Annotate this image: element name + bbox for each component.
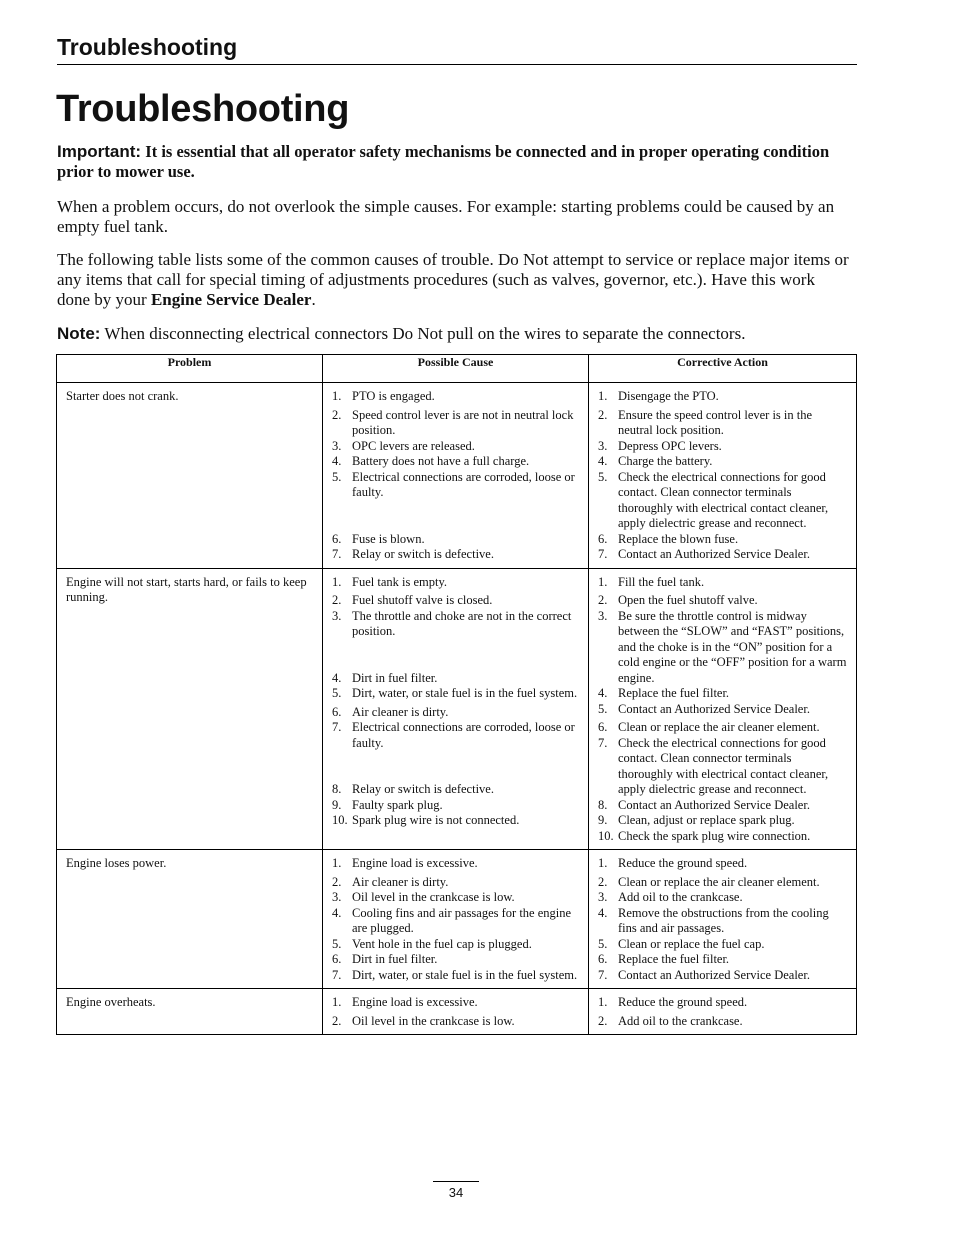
page-title: Troubleshooting xyxy=(56,88,350,130)
spacer xyxy=(332,751,580,767)
cause-item xyxy=(332,937,580,953)
action-item xyxy=(598,593,848,609)
header-corrective-action: Corrective Action xyxy=(589,355,857,383)
item-text: Dirt in fuel filter. xyxy=(352,670,438,685)
cause-item xyxy=(332,470,580,501)
item-number: 1. xyxy=(332,995,342,1009)
item-number: 2. xyxy=(332,593,342,607)
cause-item xyxy=(332,389,580,405)
cause-item xyxy=(332,609,580,640)
spacer xyxy=(332,516,580,532)
item-number: 2. xyxy=(598,593,608,607)
item-text: Oil level in the crankcase is low. xyxy=(352,1013,515,1028)
item-number: 1. xyxy=(332,389,342,403)
action-item xyxy=(598,813,848,829)
item-text: Clean or replace the air cleaner element. xyxy=(618,720,820,734)
item-text: Reduce the ground speed. xyxy=(618,995,748,1009)
cause-item xyxy=(332,671,580,687)
page-number: 34 xyxy=(448,1185,464,1200)
action-item xyxy=(598,995,848,1011)
item-number: 1. xyxy=(598,995,608,1009)
item-number: 4. xyxy=(332,905,342,920)
item-number: 7. xyxy=(598,547,608,561)
action-item xyxy=(598,952,848,968)
item-number: 5. xyxy=(598,469,608,484)
item-text: Clean or replace the fuel cap. xyxy=(618,936,765,951)
action-item xyxy=(598,408,848,439)
possible-cause-cell xyxy=(323,383,589,569)
spacer xyxy=(332,767,580,783)
item-text: Contact an Authorized Service Dealer. xyxy=(618,701,810,716)
item-text: Relay or switch is defective. xyxy=(352,782,494,796)
note-label: Note: xyxy=(57,324,101,343)
corrective-action-cell xyxy=(589,850,857,989)
problem-text: Starter does not crank. xyxy=(66,389,179,403)
note-text: When disconnecting electrical connectors Do Not pull on the wires to separate the connectors. xyxy=(104,324,746,343)
note-paragraph xyxy=(57,324,852,344)
spacer xyxy=(332,640,580,656)
problem-cell xyxy=(57,989,323,1035)
item-number: 4. xyxy=(598,454,608,468)
item-text: Air cleaner is dirty. xyxy=(352,704,449,719)
item-text: Speed control lever is are not in neutral lock position. xyxy=(352,407,574,437)
cause-item xyxy=(332,686,580,702)
item-number: 3. xyxy=(332,608,342,623)
action-item xyxy=(598,575,848,591)
action-item xyxy=(598,829,848,845)
cause-item xyxy=(332,995,580,1011)
corrective-action-cell xyxy=(589,568,857,850)
problem-cell xyxy=(57,383,323,569)
cause-item xyxy=(332,875,580,891)
item-text: Contact an Authorized Service Dealer. xyxy=(618,797,810,812)
item-text: Open the fuel shutoff valve. xyxy=(618,593,758,607)
item-text: OPC levers are released. xyxy=(352,438,475,453)
item-text: Air cleaner is dirty. xyxy=(352,874,449,889)
action-item xyxy=(598,720,848,736)
section-header: Troubleshooting xyxy=(57,34,238,60)
cause-item xyxy=(332,454,580,470)
item-text: Fuel tank is empty. xyxy=(352,574,448,589)
item-number: 8. xyxy=(598,797,608,812)
item-number: 3. xyxy=(598,608,608,623)
item-number: 5. xyxy=(598,701,608,716)
item-number: 5. xyxy=(332,936,342,951)
item-text: Replace the fuel filter. xyxy=(618,952,730,966)
cause-item xyxy=(332,782,580,798)
table-row xyxy=(57,383,857,569)
item-number: 7. xyxy=(332,547,342,561)
item-text: Check the spark plug wire connection. xyxy=(618,828,811,843)
action-item xyxy=(598,470,848,532)
item-number: 7. xyxy=(332,720,342,734)
cause-item xyxy=(332,890,580,906)
item-number: 4. xyxy=(598,686,608,700)
action-item xyxy=(598,798,848,814)
cause-item xyxy=(332,720,580,751)
item-number: 10. xyxy=(598,828,614,843)
corrective-action-cell xyxy=(589,989,857,1035)
item-number: 4. xyxy=(332,454,342,468)
item-text: Electrical connections are corroded, loose or faulty. xyxy=(352,720,575,750)
item-number: 3. xyxy=(332,890,342,904)
item-number: 6. xyxy=(598,952,608,966)
cause-item xyxy=(332,952,580,968)
intro-paragraph: When a problem occurs, do not overlook the simple causes. For example: starting problems could be caused by an empty fuel tank. xyxy=(57,197,835,236)
item-text: PTO is engaged. xyxy=(352,389,435,403)
item-text: Electrical connections are corroded, loose or faulty. xyxy=(352,469,575,499)
cause-item xyxy=(332,856,580,872)
item-text: Reduce the ground speed. xyxy=(618,856,748,870)
item-number: 2. xyxy=(598,874,608,889)
table-header-row xyxy=(57,355,857,383)
item-number: 6. xyxy=(332,952,342,966)
important-text: It is essential that all operator safety mechanisms be connected and in proper operating condition prior to mower use. xyxy=(57,142,830,181)
item-number: 4. xyxy=(598,905,608,920)
item-text: Vent hole in the fuel cap is plugged. xyxy=(352,936,532,951)
cause-item xyxy=(332,575,580,591)
item-text: Fuel shutoff valve is closed. xyxy=(352,593,493,607)
item-number: 9. xyxy=(332,797,342,812)
problem-text: Engine loses power. xyxy=(66,856,167,870)
item-text: Charge the battery. xyxy=(618,454,713,468)
action-item xyxy=(598,890,848,906)
table-intro-text: The following table lists some of the common causes of trouble. Do Not attempt to service or replace major items or any items that call for special timing of adjustments procedures (such as valves, governor, etc.). Have this work done by your xyxy=(57,250,849,309)
action-item xyxy=(598,875,848,891)
item-text: Replace the blown fuse. xyxy=(618,531,739,546)
table-row xyxy=(57,568,857,850)
item-number: 6. xyxy=(332,704,342,719)
item-text: Fuse is blown. xyxy=(352,531,425,546)
item-text: Contact an Authorized Service Dealer. xyxy=(618,547,810,561)
action-item xyxy=(598,856,848,872)
action-item xyxy=(598,389,848,405)
item-text: Dirt, water, or stale fuel is in the fuel system. xyxy=(352,967,578,982)
item-text: Be sure the throttle control is midway between the “SLOW” and “FAST” positions, and the choke is in the “ON” position for a cold engine or the “OFF” position for a warm engine. xyxy=(618,608,847,685)
cause-item xyxy=(332,547,580,563)
table-row xyxy=(57,850,857,989)
action-item xyxy=(598,1014,848,1030)
item-number: 4. xyxy=(332,670,342,685)
important-label: Important: xyxy=(57,142,142,161)
action-item xyxy=(598,454,848,470)
header-problem: Problem xyxy=(57,355,323,383)
action-item xyxy=(598,906,848,937)
item-text: Spark plug wire is not connected. xyxy=(352,813,520,827)
item-number: 3. xyxy=(332,438,342,453)
important-notice xyxy=(57,142,852,182)
item-text: Relay or switch is defective. xyxy=(352,547,494,561)
problem-cell xyxy=(57,568,323,850)
item-text: Cooling fins and air passages for the engine are plugged. xyxy=(352,905,572,935)
cause-item xyxy=(332,705,580,721)
item-text: Dirt in fuel filter. xyxy=(352,952,438,966)
action-item xyxy=(598,609,848,687)
cause-item xyxy=(332,532,580,548)
footer-divider xyxy=(433,1181,479,1182)
cause-item xyxy=(332,1014,580,1030)
item-number: 6. xyxy=(598,531,608,546)
item-text: Battery does not have a full charge. xyxy=(352,454,530,468)
item-text: The throttle and choke are not in the correct position. xyxy=(352,608,572,638)
action-item xyxy=(598,736,848,798)
item-number: 10. xyxy=(332,813,348,827)
item-text: Fill the fuel tank. xyxy=(618,574,705,589)
item-number: 1. xyxy=(332,574,342,589)
action-item xyxy=(598,937,848,953)
cause-item xyxy=(332,408,580,439)
item-text: Dirt, water, or stale fuel is in the fuel system. xyxy=(352,686,578,700)
item-number: 2. xyxy=(332,1013,342,1028)
item-text: Check the electrical connections for good contact. Clean connector terminals thoroughly with electrical contact cleaner, apply dielectric grease and reconnect. xyxy=(618,735,829,796)
engine-service-dealer-text: Engine Service Dealer xyxy=(150,290,312,309)
item-text: Depress OPC levers. xyxy=(618,438,722,453)
item-number: 1. xyxy=(598,574,608,589)
action-item xyxy=(598,968,848,984)
item-text: Ensure the speed control lever is in the neutral lock position. xyxy=(618,407,813,437)
header-divider xyxy=(57,64,857,65)
table-row xyxy=(57,989,857,1035)
item-text: Engine load is excessive. xyxy=(352,856,478,870)
possible-cause-cell xyxy=(323,568,589,850)
item-number: 7. xyxy=(598,967,608,982)
header-possible-cause: Possible Cause xyxy=(323,355,589,383)
problem-cell xyxy=(57,850,323,989)
item-number: 1. xyxy=(598,856,608,870)
item-number: 3. xyxy=(598,438,608,453)
item-number: 6. xyxy=(598,720,608,734)
item-number: 2. xyxy=(598,407,608,422)
item-text: Check the electrical connections for good contact. Clean connector terminals thoroughly with electrical contact cleaner, apply dielectric grease and reconnect. xyxy=(618,469,829,530)
item-number: 5. xyxy=(332,469,342,484)
item-number: 5. xyxy=(598,936,608,951)
item-text: Disengage the PTO. xyxy=(618,389,719,403)
item-number: 9. xyxy=(598,813,608,827)
action-item xyxy=(598,439,848,455)
item-text: Clean, adjust or replace spark plug. xyxy=(618,813,795,827)
item-number: 6. xyxy=(332,531,342,546)
troubleshooting-table xyxy=(56,354,857,1035)
problem-text: Engine overheats. xyxy=(66,995,156,1009)
item-text: Add oil to the crankcase. xyxy=(618,1013,743,1028)
item-text: Oil level in the crankcase is low. xyxy=(352,890,515,904)
cause-item xyxy=(332,968,580,984)
item-text: Faulty spark plug. xyxy=(352,797,443,812)
item-number: 2. xyxy=(598,1013,608,1028)
cause-item xyxy=(332,439,580,455)
action-item xyxy=(598,686,848,702)
item-text: Engine load is excessive. xyxy=(352,995,478,1009)
table-intro-paragraph xyxy=(57,250,852,310)
item-number: 7. xyxy=(598,735,608,750)
item-number: 1. xyxy=(598,389,608,403)
action-item xyxy=(598,532,848,548)
item-number: 2. xyxy=(332,407,342,422)
spacer xyxy=(332,501,580,517)
item-text: Contact an Authorized Service Dealer. xyxy=(618,967,810,982)
item-number: 7. xyxy=(332,967,342,982)
cause-item xyxy=(332,906,580,937)
spacer xyxy=(332,655,580,671)
item-number: 2. xyxy=(332,874,342,889)
item-number: 5. xyxy=(332,686,342,700)
action-item xyxy=(598,547,848,563)
cause-item xyxy=(332,798,580,814)
corrective-action-cell xyxy=(589,383,857,569)
cause-item xyxy=(332,813,580,829)
item-text: Remove the obstructions from the cooling fins and air passages. xyxy=(618,905,829,935)
item-text: Replace the fuel filter. xyxy=(618,686,730,700)
action-item xyxy=(598,702,848,718)
cause-item xyxy=(332,593,580,609)
possible-cause-cell xyxy=(323,850,589,989)
item-text: Add oil to the crankcase. xyxy=(618,890,743,904)
item-number: 1. xyxy=(332,856,342,870)
table-intro-end: . xyxy=(311,290,316,309)
item-number: 8. xyxy=(332,782,342,796)
item-text: Clean or replace the air cleaner element. xyxy=(618,874,820,889)
problem-text: Engine will not start, starts hard, or fails to keep running. xyxy=(66,574,307,604)
possible-cause-cell xyxy=(323,989,589,1035)
item-number: 3. xyxy=(598,890,608,904)
